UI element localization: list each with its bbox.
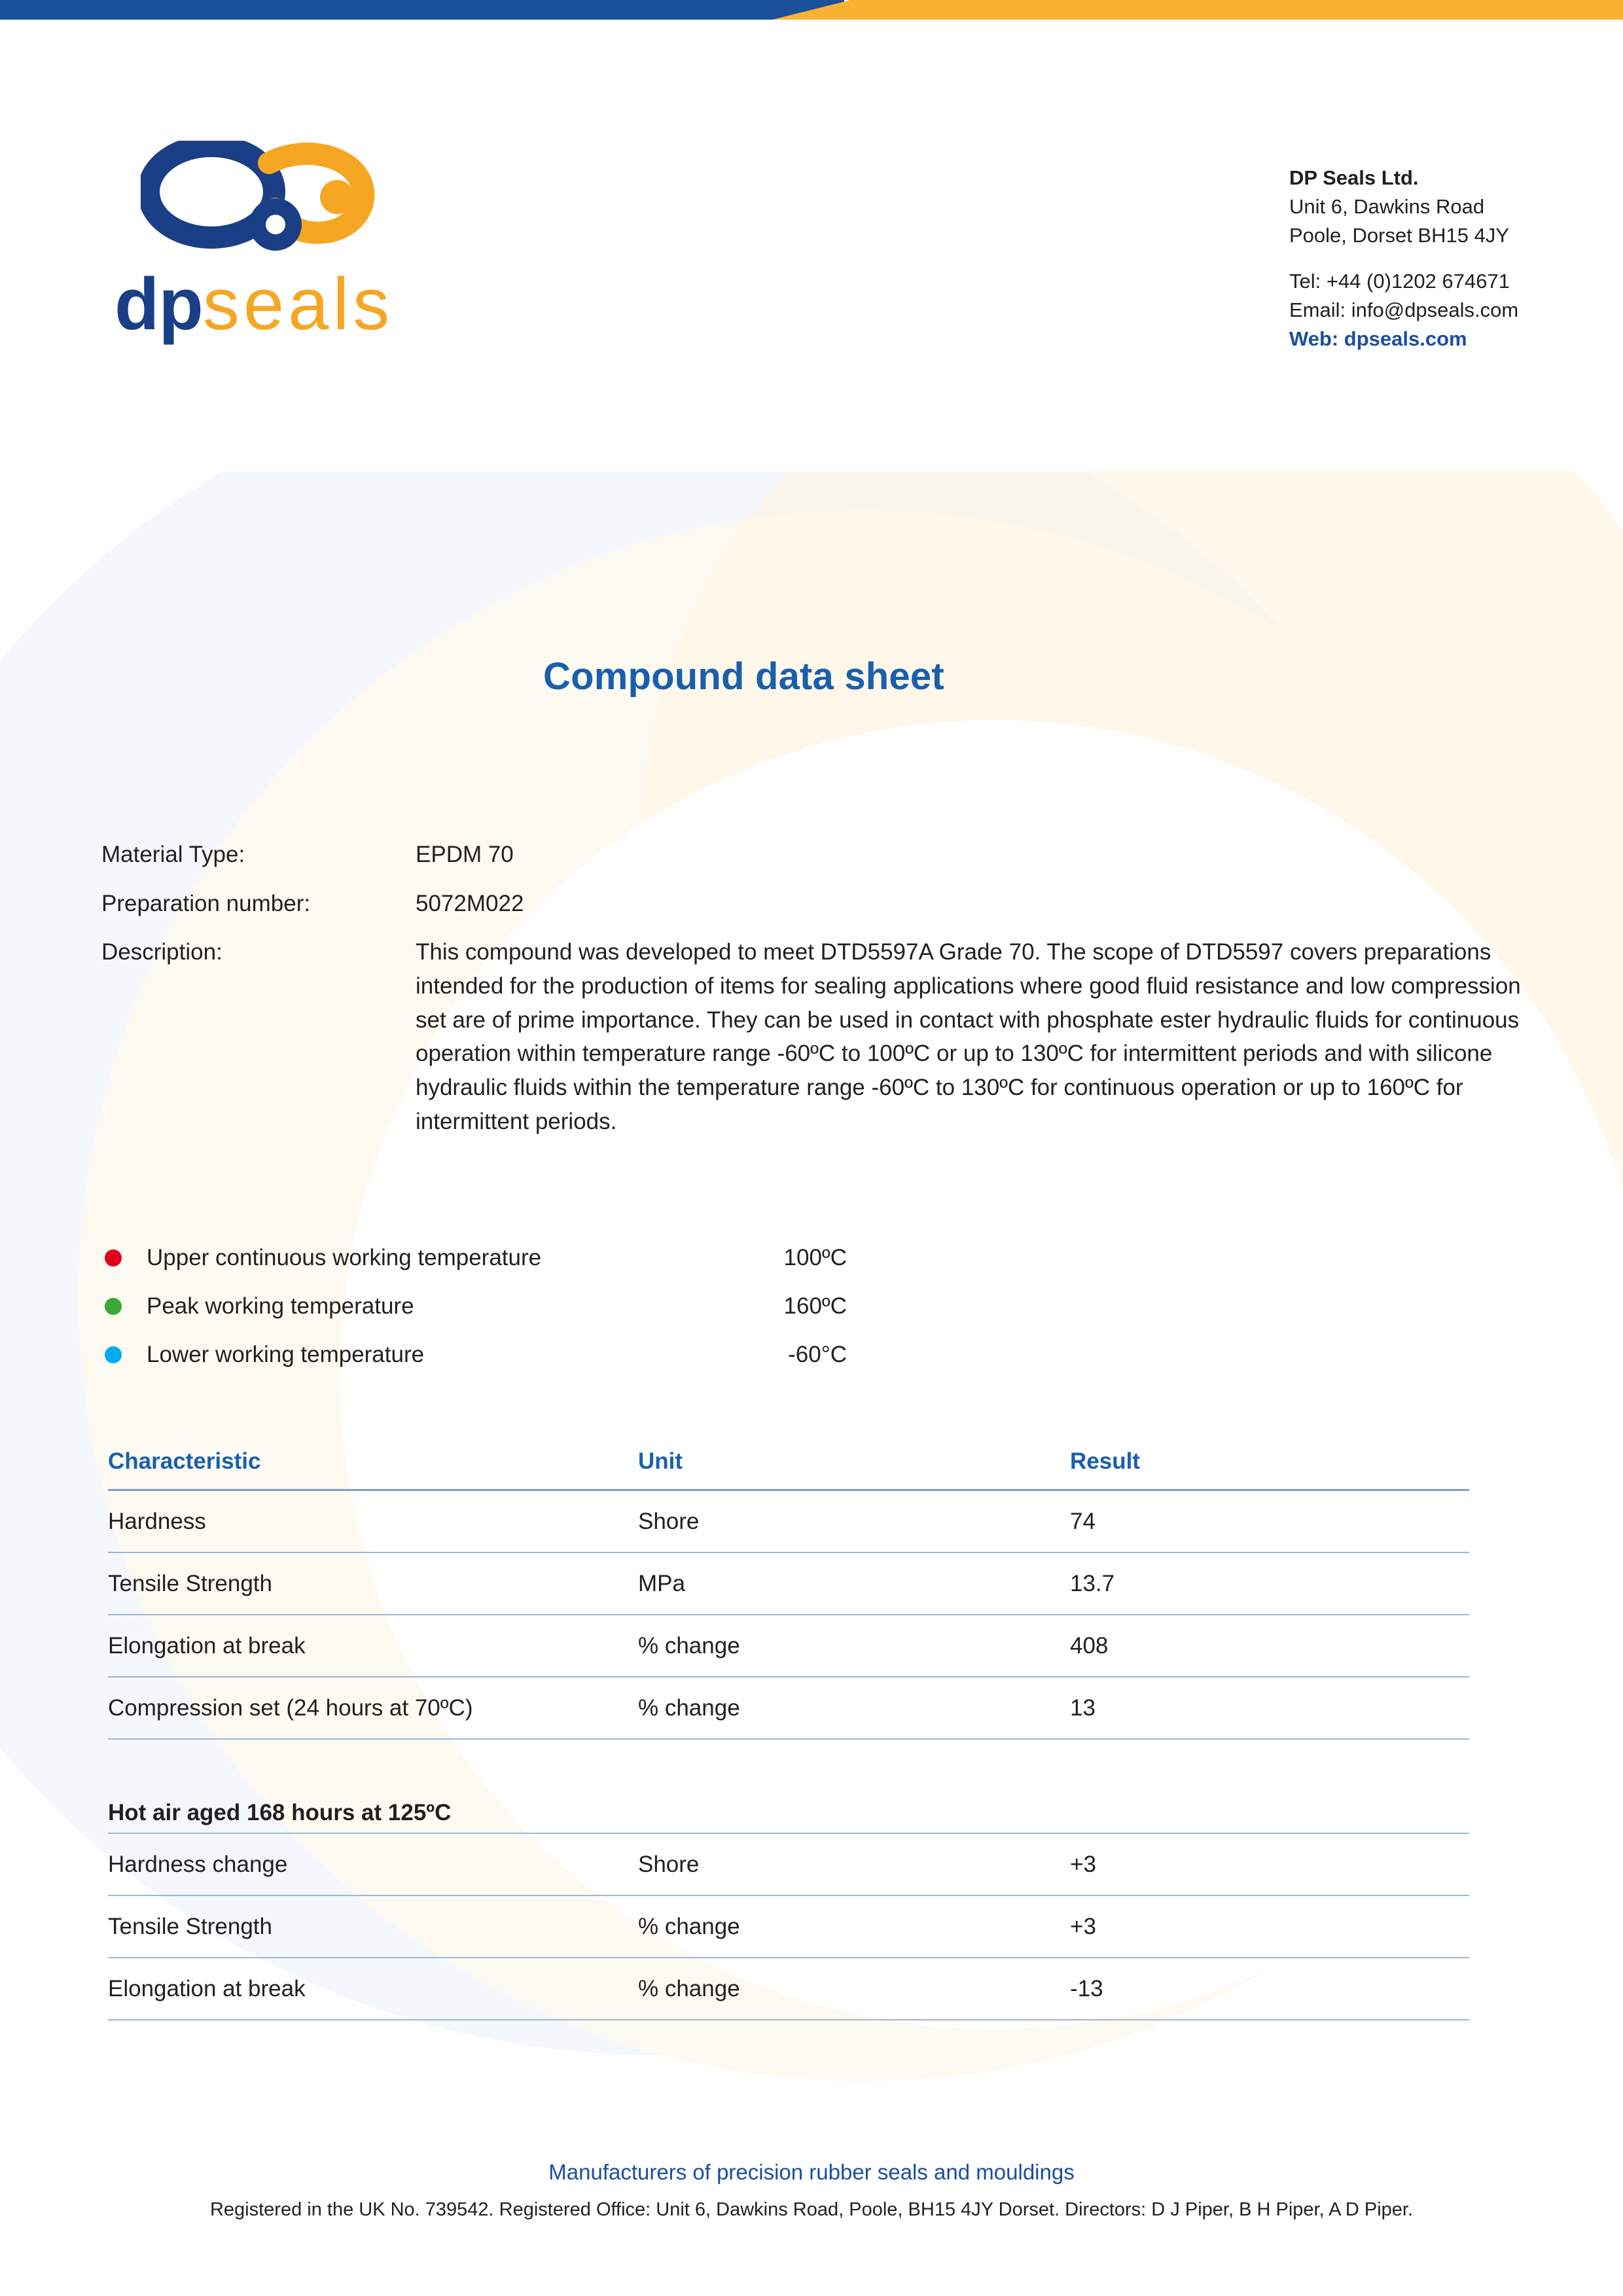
working-temperature-list <box>105 1234 1479 1379</box>
table-row <box>108 1553 1469 1615</box>
company-contact-block <box>1289 164 1623 353</box>
list-item <box>105 1331 1479 1379</box>
list-item <box>105 1282 1479 1331</box>
cell-characteristic: Tensile Strength <box>108 1913 272 1939</box>
preparation-number-value: 5072M022 <box>416 890 524 916</box>
cell-unit: % change <box>638 1975 740 2001</box>
cell-result: 408 <box>1070 1632 1109 1659</box>
cell-result: 13 <box>1070 1695 1096 1721</box>
bullet-red-icon <box>105 1249 122 1266</box>
cell-characteristic: Tensile Strength <box>108 1570 272 1596</box>
company-address-line-1: Unit 6, Dawkins Road <box>1289 195 1485 219</box>
temperature-label: Peak working temperature <box>147 1293 414 1319</box>
table-row <box>108 1834 1469 1896</box>
cell-characteristic: Hardness <box>108 1508 206 1534</box>
page-footer <box>0 2160 1623 2221</box>
cell-unit: MPa <box>638 1570 685 1596</box>
logo-wordmark <box>115 262 393 346</box>
cell-unit: % change <box>638 1913 740 1939</box>
material-details <box>101 838 1522 1153</box>
temperature-value: 160ºC <box>783 1293 847 1319</box>
material-type-row <box>101 838 1522 872</box>
material-type-value: EPDM 70 <box>416 842 514 867</box>
cell-unit: Shore <box>638 1508 700 1534</box>
column-header-result: Result <box>1070 1448 1140 1474</box>
top-color-bar <box>0 0 1623 20</box>
footer-tagline: Manufacturers of precision rubber seals and mouldings <box>548 2160 1075 2184</box>
properties-table <box>108 1433 1469 2020</box>
cell-characteristic: Compression set (24 hours at 70ºC) <box>108 1695 473 1721</box>
preparation-number-label: Preparation number: <box>101 890 311 916</box>
logo-word-seals: seals <box>202 263 394 345</box>
table-section-heading: Hot air aged 168 hours at 125ºC <box>108 1762 1469 1834</box>
table-header-row <box>108 1433 1469 1491</box>
preparation-number-row <box>101 887 1522 922</box>
table-row <box>108 1896 1469 1958</box>
logo-word-dp: dp <box>115 263 203 345</box>
cell-result: 13.7 <box>1070 1570 1115 1596</box>
top-bar-orange-segment <box>772 0 1623 20</box>
bullet-green-icon <box>105 1298 122 1315</box>
cell-characteristic: Elongation at break <box>108 1632 306 1659</box>
table-row <box>108 1615 1469 1677</box>
company-telephone: Tel: +44 (0)1202 674671 <box>1289 270 1510 293</box>
bullet-blue-icon <box>105 1346 122 1363</box>
company-website[interactable]: Web: dpseals.com <box>1289 327 1467 351</box>
temperature-value: -60°C <box>788 1342 847 1367</box>
description-label: Description: <box>101 939 223 965</box>
contact-spacer <box>1289 250 1623 267</box>
footer-registration: Registered in the UK No. 739542. Registered Office: Unit 6, Dawkins Road, Poole, BH15 4JY Dorset. Directors: D J Piper, B H Piper, A D Piper. <box>209 2199 1414 2220</box>
logo-mark-icon <box>141 141 389 262</box>
page-title: Compound data sheet <box>543 655 944 698</box>
table-spacer <box>108 1740 1469 1762</box>
cell-unit: % change <box>638 1632 740 1659</box>
cell-result: -13 <box>1070 1975 1103 2001</box>
company-name: DP Seals Ltd. <box>1289 166 1419 189</box>
top-bar-blue-segment <box>0 0 844 20</box>
cell-characteristic: Hardness change <box>108 1851 288 1877</box>
company-email: Email: info@dpseals.com <box>1289 298 1519 322</box>
cell-result: 74 <box>1070 1508 1096 1534</box>
table-row <box>108 1958 1469 2020</box>
company-logo <box>115 141 455 357</box>
material-type-label: Material Type: <box>101 842 245 867</box>
cell-result: +3 <box>1070 1913 1096 1939</box>
temperature-label: Upper continuous working temperature <box>147 1245 542 1270</box>
cell-result: +3 <box>1070 1851 1096 1877</box>
table-row <box>108 1677 1469 1740</box>
temperature-value: 100ºC <box>783 1245 847 1270</box>
column-header-unit: Unit <box>638 1448 683 1474</box>
table-row <box>108 1491 1469 1553</box>
list-item <box>105 1234 1479 1282</box>
cell-unit: Shore <box>638 1851 700 1877</box>
cell-characteristic: Elongation at break <box>108 1975 306 2001</box>
company-address-line-2: Poole, Dorset BH15 4JY <box>1289 224 1510 247</box>
cell-unit: % change <box>638 1695 740 1721</box>
description-row <box>101 935 1522 1139</box>
column-header-characteristic: Characteristic <box>108 1448 261 1474</box>
temperature-label: Lower working temperature <box>147 1342 425 1367</box>
description-value: This compound was developed to meet DTD5597A Grade 70. The scope of DTD5597 covers preparations intended for the production of items for sealing applications where good fluid resistance and low compression set are of prime importance. They can be used in contact with phosphate ester hydraulic fluids for continuous operation within temperature range -60ºC to 100ºC or up to 130ºC for intermittent periods and with silicone hydraulic fluids within the temperature range -60ºC to 130ºC for continuous operation or up to 160ºC for intermittent periods. <box>416 939 1521 1134</box>
